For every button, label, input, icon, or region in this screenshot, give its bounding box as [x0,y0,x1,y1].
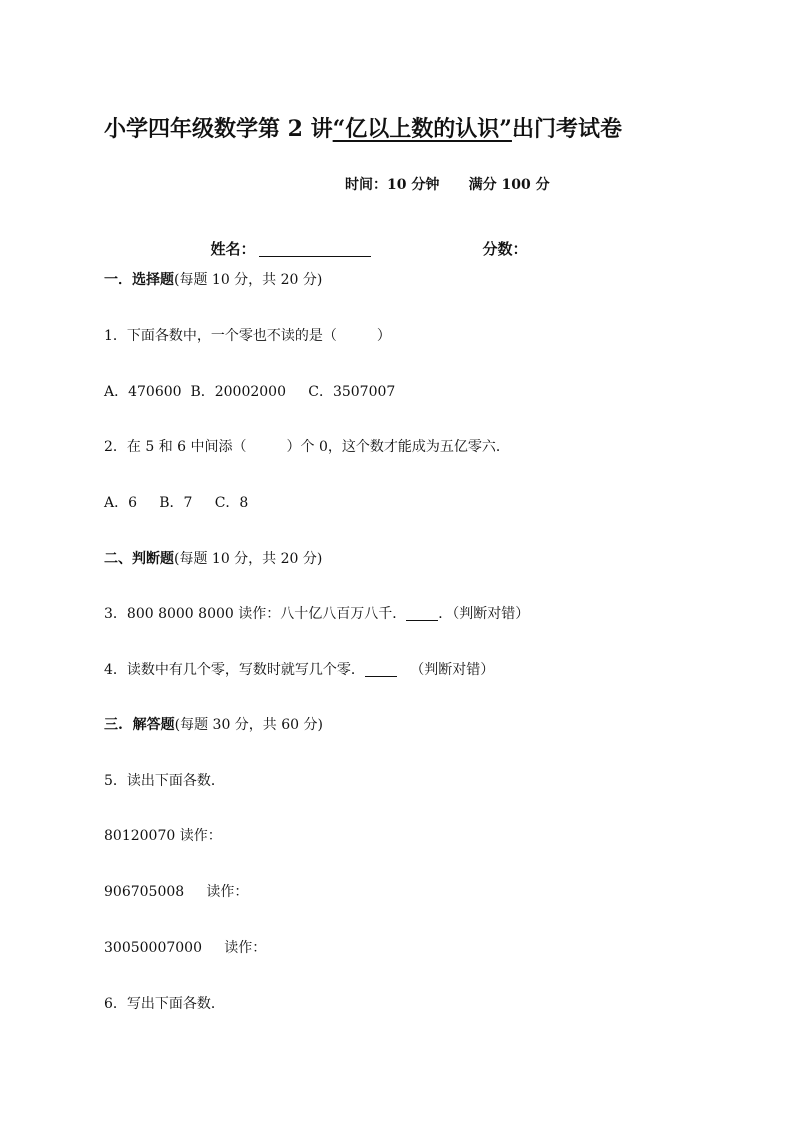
question-1-stem: 1．下面各数中，一个零也不读的是（ [104,328,337,344]
question-2-stem-a: 2．在 5 和 6 中间添（ [104,439,247,455]
exam-meta [345,174,550,194]
section-1-detail: (每题 10 分，共 20 分) [174,272,323,288]
exam-full-score: 满分 100 分 [468,177,550,193]
question-3-answer-blank[interactable] [406,606,438,621]
title-part-3: 出门考试卷 [511,116,622,142]
question-2-stem-b: ）个 0，这个数才能成为五亿零六． [286,439,510,455]
section-1-label: 一．选择题 [104,272,174,288]
question-5-stem: 5．读出下面各数． [104,773,225,789]
question-2 [104,438,510,456]
question-5-item-2: 906705008 读作： [104,884,249,900]
question-6-stem: 6．写出下面各数． [104,996,225,1012]
student-name-label: 姓名： [210,240,256,258]
question-3-stem-b: ．（判断对错） [438,606,530,622]
question-1-close: ） [376,328,391,344]
title-part-2: “亿以上数的认识” [332,116,512,142]
question-3 [104,605,529,623]
student-name-row [200,220,371,259]
exam-time: 时间：10 分钟 [345,177,440,193]
section-3-label: 三. 解答题 [104,717,175,733]
student-name-field[interactable] [259,241,371,257]
student-score-label: 分数： [482,240,528,258]
page-title [104,114,622,144]
question-5-item-3: 30050007000 读作： [104,940,267,956]
question-4-answer-blank[interactable] [365,662,397,677]
title-part-1: 小学四年级数学第 2 讲 [104,116,333,142]
question-4 [104,661,494,679]
question-2-options: A．6 B．7 C．8 [104,495,249,511]
section-3-detail: (每题 30 分，共 60 分) [174,717,323,733]
section-2-label: 二、判断题 [104,551,174,567]
section-heading-3 [104,716,323,734]
question-1-options: A．470600 B．20002000 C．3507007 [104,384,396,400]
question-1 [104,327,391,345]
question-5-item-1: 80120070 读作： [104,828,222,844]
student-score-row [472,220,527,259]
question-4-stem-b: （判断对错） [396,662,495,678]
section-heading-2 [104,550,322,568]
section-2-detail: (每题 10 分，共 20 分) [174,551,323,567]
question-4-stem-a: 4．读数中有几个零，写数时就写几个零． [104,662,365,678]
question-3-stem-a: 3．800 8000 8000 读作：八十亿八百万八千． [104,606,407,622]
section-heading-1 [104,271,322,289]
